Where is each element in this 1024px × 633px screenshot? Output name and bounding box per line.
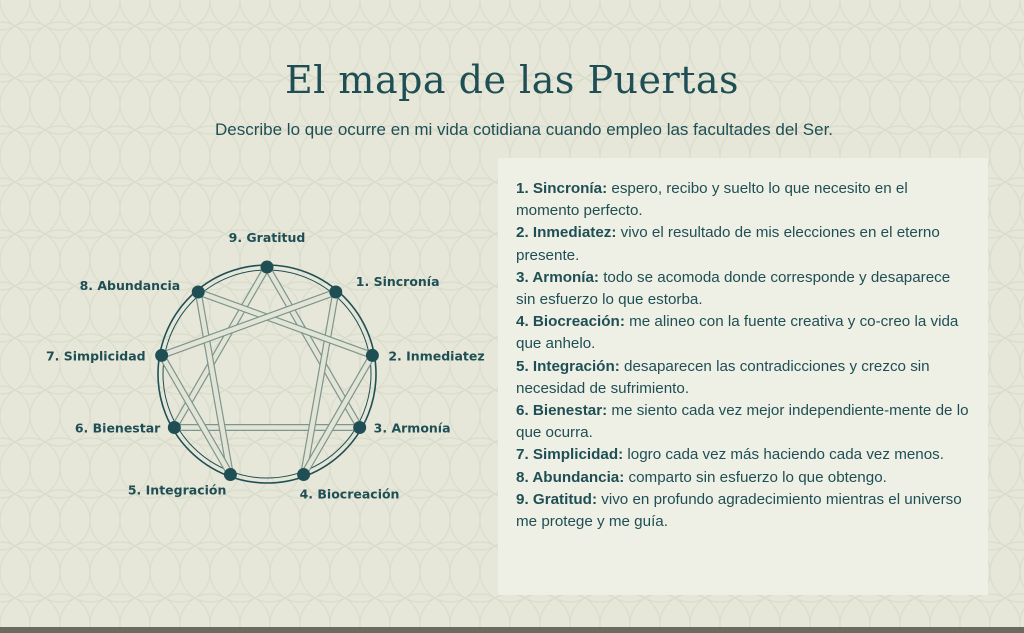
diagram-node [155,349,168,362]
description-text: todo se acomoda donde corresponde y desaparece sin esfuerzo lo que estorba. [516,268,951,309]
node-label: 9. Gratitud [228,230,306,245]
node-label: 5. Integración [127,482,227,498]
description-term: 1. Sincronía: [516,180,608,197]
description-term: 5. Integración: [516,357,620,375]
description-item [516,400,970,444]
node-label: 1. Sincronía [355,274,440,290]
descriptions-panel [498,158,988,595]
description-term: 9. Gratitud: [516,490,598,508]
diagram-node [192,286,205,299]
description-term: 2. Inmediatez: [516,224,617,242]
diagram-node [329,286,342,299]
description-item [516,267,970,311]
description-item [516,489,970,533]
diagram-node [224,468,237,481]
description-item [516,222,970,266]
diagram-node [353,421,366,434]
diagram-node [366,349,379,362]
node-label: 2. Inmediatez [388,348,485,364]
outer-circle [158,265,376,483]
description-item [516,178,970,222]
description-text: me alineo con la fuente creativa y co-creo la vida que anhelo. [516,313,959,353]
description-term: 6. Bienestar: [516,402,608,420]
description-item [516,356,970,400]
description-text: logro cada vez más haciendo cada vez menos. [623,446,944,464]
description-item [516,444,970,466]
description-term: 4. Biocreación: [516,313,625,331]
node-label: 8. Abundancia [79,278,181,294]
diagram-node [168,421,181,434]
page-subtitle: Describe lo que ocurre en mi vida cotidiana cuando empleo las facultades del Ser. [214,120,834,139]
description-term: 8. Abundancia: [516,468,625,486]
description-text: vivo el resultado de mis elecciones en el eterno presente. [516,224,940,264]
diagram-node [261,261,274,274]
node-label: 7. Simplicidad [45,348,146,364]
inner-circle [163,270,371,478]
description-term: 7. Simplicidad: [516,446,624,464]
description-item [516,467,970,489]
node-label: 4. Biocreación [299,486,400,502]
node-label: 6. Bienestar [74,420,161,436]
bottom-bar [0,627,1024,633]
description-text: espero, recibo y suelto lo que necesito en el momento perfecto. [516,180,908,220]
node-label: 3. Armonía [373,420,451,436]
diagram-node [297,468,310,481]
description-text: desaparecen las contradicciones y crezco sin necesidad de sufrimiento. [516,357,930,397]
description-item [516,311,970,355]
page-title: El mapa de las Puertas [284,58,740,102]
description-text: comparto sin esfuerzo lo que obtengo. [624,468,887,486]
enneagram-diagram [0,200,500,540]
description-text: vivo en profundo agradecimiento mientras el universo me protege y me guía. [516,490,962,531]
description-text: me siento cada vez mejor independiente-mente de lo que ocurra. [516,402,969,442]
description-term: 3. Armonía: [516,268,599,286]
